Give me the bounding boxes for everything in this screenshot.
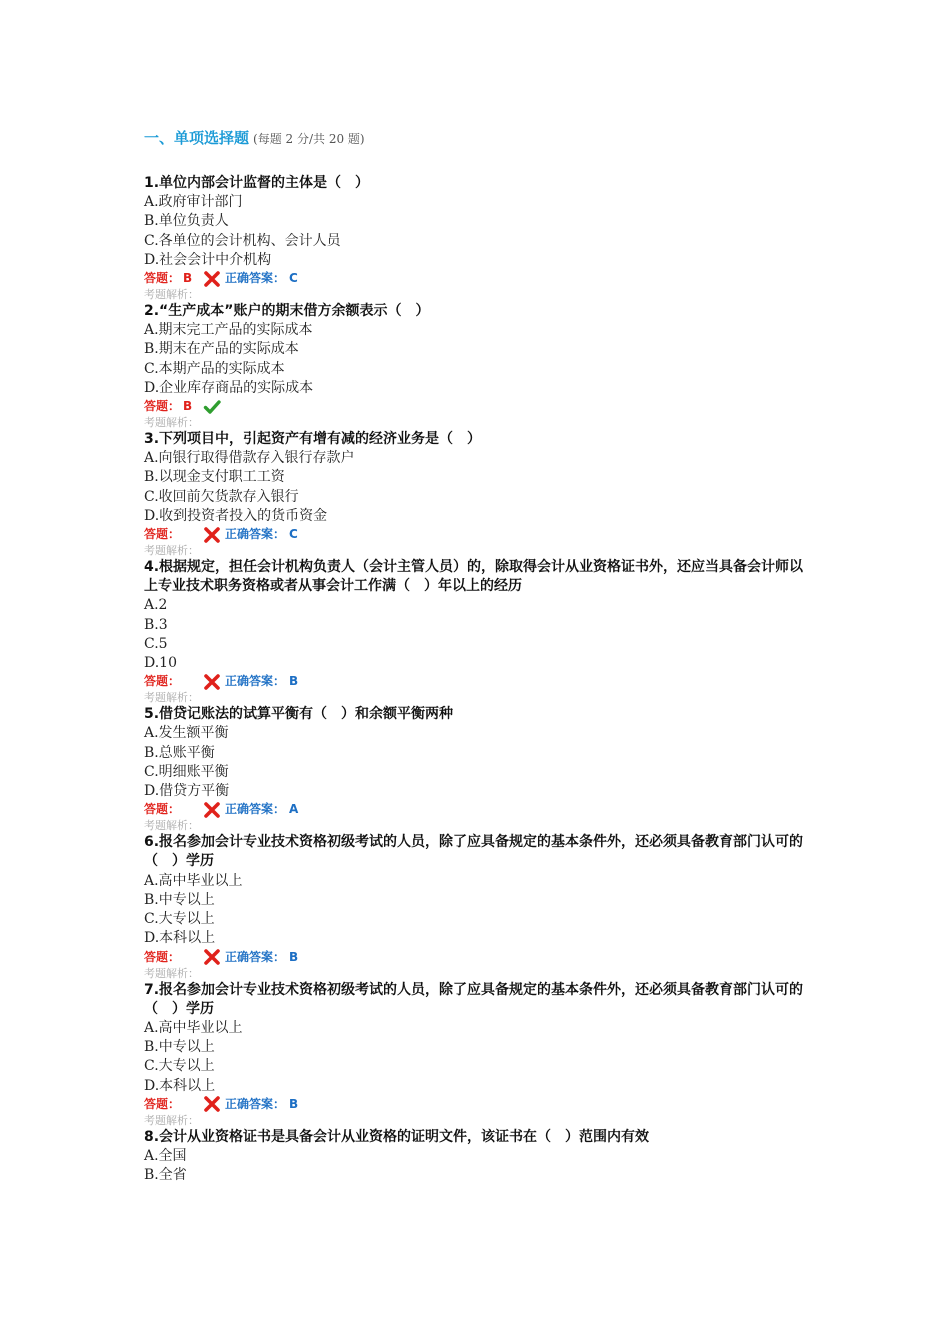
option-a: A.高中毕业以上 [144, 872, 243, 889]
option-d: D.借贷方平衡 [144, 783, 230, 800]
question-stem: 2.“生产成本”账户的期末借方余额表示（ ） [144, 303, 430, 320]
question-7 [144, 981, 804, 1128]
answer-row [144, 801, 804, 818]
answer-row [144, 270, 804, 287]
option-c: C.5 [144, 635, 168, 652]
correct-answer-label: 正确答案： [225, 527, 286, 542]
section-title [144, 128, 365, 149]
option-a: A.全国 [144, 1147, 187, 1164]
question-stem: 7.报名参加会计专业技术资格初级考试的人员，除了应具备规定的基本条件外，还必须具备教育部门认可的（ ）学历 [144, 981, 804, 1017]
question-1 [144, 174, 804, 302]
option-b: B.以现金支付职工工资 [144, 469, 285, 486]
option-b: B.单位负责人 [144, 213, 229, 230]
option-b: B.期末在产品的实际成本 [144, 341, 299, 358]
correct-answer-label: 正确答案： [225, 949, 286, 964]
option-a: A.政府审计部门 [144, 194, 243, 211]
option-c: C.明细账平衡 [144, 763, 229, 780]
analysis-label: 考题解析： [144, 819, 199, 833]
question-stem: 3.下列项目中，引起资产有增有减的经济业务是（ ） [144, 431, 482, 448]
answer-label: 答题： [144, 802, 181, 817]
answer-value: B [183, 399, 193, 414]
option-d: D.10 [144, 655, 177, 672]
answer-row [144, 1096, 804, 1113]
option-c: C.大专以上 [144, 1058, 215, 1075]
option-b: B.全省 [144, 1167, 187, 1184]
analysis-label: 考题解析： [144, 416, 199, 430]
option-c: C.大专以上 [144, 911, 215, 928]
cross-icon [203, 949, 221, 965]
question-4 [144, 558, 804, 705]
analysis-label: 考题解析： [144, 288, 199, 302]
correct-answer-value: A [289, 802, 299, 817]
correct-answer-label: 正确答案： [225, 271, 286, 286]
analysis-label: 考题解析： [144, 544, 199, 558]
option-d: D.收到投资者投入的货币资金 [144, 507, 328, 524]
cross-icon [203, 1096, 221, 1112]
cross-icon [203, 802, 221, 818]
analysis-label: 考题解析： [144, 691, 199, 705]
cross-icon [203, 527, 221, 543]
option-a: A.2 [144, 597, 168, 614]
question-2 [144, 302, 804, 430]
option-c: C.本期产品的实际成本 [144, 360, 285, 377]
answer-row [144, 673, 804, 690]
option-b: B.中专以上 [144, 891, 215, 908]
question-5 [144, 705, 804, 833]
question-6 [144, 833, 804, 980]
question-stem: 8.会计从业资格证书是具备会计从业资格的证明文件，该证书在（ ）范围内有效 [144, 1128, 650, 1145]
correct-answer-value: B [289, 949, 299, 964]
analysis-label: 考题解析： [144, 1113, 199, 1127]
question-3 [144, 430, 804, 558]
answer-label: 答题： [144, 271, 181, 286]
answer-label: 答题： [144, 674, 181, 689]
answer-row [144, 526, 804, 543]
answer-label: 答题： [144, 527, 181, 542]
option-a: A.向银行取得借款存入银行存款户 [144, 450, 355, 467]
answer-value: B [183, 271, 193, 286]
question-8 [144, 1128, 804, 1186]
correct-answer-label: 正确答案： [225, 1096, 286, 1111]
option-d: D.社会会计中介机构 [144, 251, 272, 268]
question-stem: 5.借贷记账法的试算平衡有（ ）和余额平衡两种 [144, 706, 454, 723]
option-b: B.3 [144, 616, 168, 633]
option-d: D.本科以上 [144, 930, 216, 947]
option-a: A.期末完工产品的实际成本 [144, 322, 313, 339]
option-d: D.企业库存商品的实际成本 [144, 379, 314, 396]
correct-answer-value: B [289, 674, 299, 689]
question-list [144, 174, 804, 1185]
option-b: B.总账平衡 [144, 744, 215, 761]
section-title-text: 一、单项选择题 [144, 129, 250, 147]
correct-answer-label: 正确答案： [225, 674, 286, 689]
option-d: D.本科以上 [144, 1077, 216, 1094]
answer-row [144, 398, 804, 415]
question-stem: 1.单位内部会计监督的主体是（ ） [144, 175, 370, 191]
correct-answer-value: C [289, 527, 298, 542]
option-c: C.收回前欠货款存入银行 [144, 488, 299, 505]
question-stem: 4.根据规定，担任会计机构负责人（会计主管人员）的，除取得会计从业资格证书外，还应当具备会计师以上专业技术职务资格或者从事会计工作满（ ）年以上的经历 [144, 559, 804, 595]
answer-label: 答题： [144, 949, 181, 964]
option-a: A.发生额平衡 [144, 725, 229, 742]
correct-answer-value: B [289, 1096, 299, 1111]
answer-row [144, 949, 804, 966]
analysis-label: 考题解析： [144, 966, 199, 980]
answer-label: 答题： [144, 1096, 181, 1111]
section-note: (每题 2 分/共 20 题) [253, 132, 365, 146]
question-stem: 6.报名参加会计专业技术资格初级考试的人员，除了应具备规定的基本条件外，还必须具备教育部门认可的（ ）学历 [144, 834, 804, 870]
option-a: A.高中毕业以上 [144, 1019, 243, 1036]
option-c: C.各单位的会计机构、会计人员 [144, 232, 341, 249]
cross-icon [203, 674, 221, 690]
option-b: B.中专以上 [144, 1039, 215, 1056]
answer-label: 答题： [144, 399, 181, 414]
correct-answer-label: 正确答案： [225, 802, 286, 817]
cross-icon [203, 271, 221, 287]
check-icon [203, 399, 221, 415]
correct-answer-value: C [289, 271, 298, 286]
